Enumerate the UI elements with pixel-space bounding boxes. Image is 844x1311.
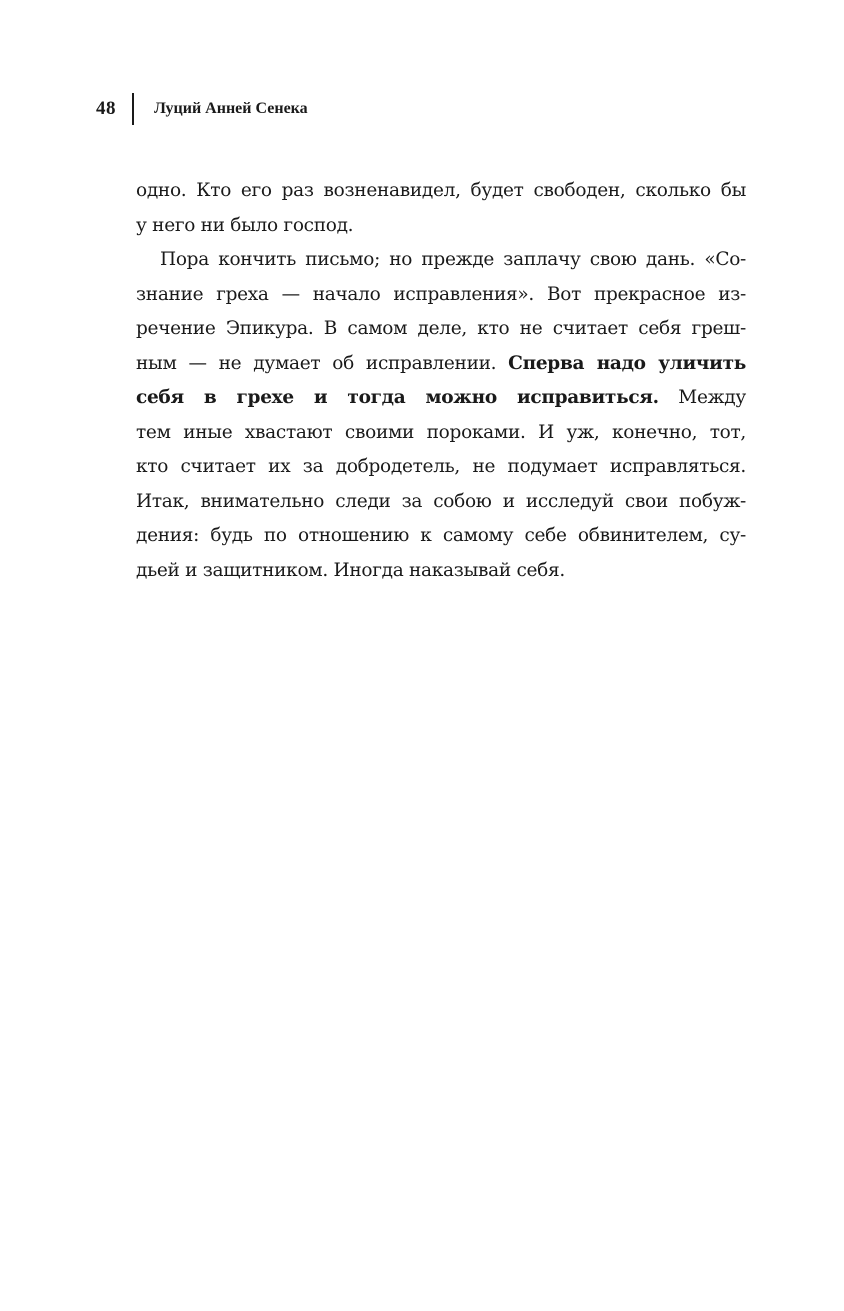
text-span: кто считает их за добродетель, не подумает исправляться.: [136, 456, 746, 477]
text-line: [136, 209, 746, 244]
text-line: [136, 519, 746, 554]
text-span: дения: будь по отношению к самому себе обвинителем, су-: [136, 525, 746, 546]
text-span: ным — не думает об исправлении.: [136, 352, 509, 374]
emphasis-text: себя в грехе и тогда можно исправиться.: [136, 387, 659, 408]
emphasis-text: Сперва надо уличить: [508, 352, 746, 374]
text-line: [136, 347, 746, 382]
page-number: 48: [96, 98, 116, 119]
text-span: тем иные хвастают своими пороками. И уж, конечно, тот,: [136, 421, 746, 443]
text-line: [136, 485, 746, 520]
text-line: [136, 312, 746, 347]
text-span: Пора кончить письмо; но прежде заплачу свою дань. «Со-: [160, 249, 746, 270]
paragraph-first-line: [136, 243, 746, 278]
text-span: дьей и защитником. Иногда наказывай себя.: [136, 559, 565, 581]
body-text: [136, 174, 746, 588]
text-span: у него ни было господ.: [136, 214, 354, 236]
text-line: [136, 554, 746, 589]
text-span: одно. Кто его раз возненавидел, будет свободен, сколько бы: [136, 180, 746, 201]
text-span: речение Эпикура. В самом деле, кто не считает себя греш-: [136, 318, 746, 339]
text-line: [136, 278, 746, 313]
text-line: [136, 450, 746, 485]
text-line: [136, 174, 746, 209]
text-span: знание греха — начало исправления». Вот прекрасное из-: [136, 283, 746, 305]
text-line: [136, 416, 746, 451]
text-span: Между: [658, 387, 746, 408]
text-line: [136, 381, 746, 416]
header-divider: [132, 93, 134, 125]
text-span: Итак, внимательно следи за собою и исследуй свои побуж-: [136, 490, 746, 512]
running-header: [96, 93, 308, 125]
running-title: Луций Анней Сенека: [154, 100, 308, 117]
